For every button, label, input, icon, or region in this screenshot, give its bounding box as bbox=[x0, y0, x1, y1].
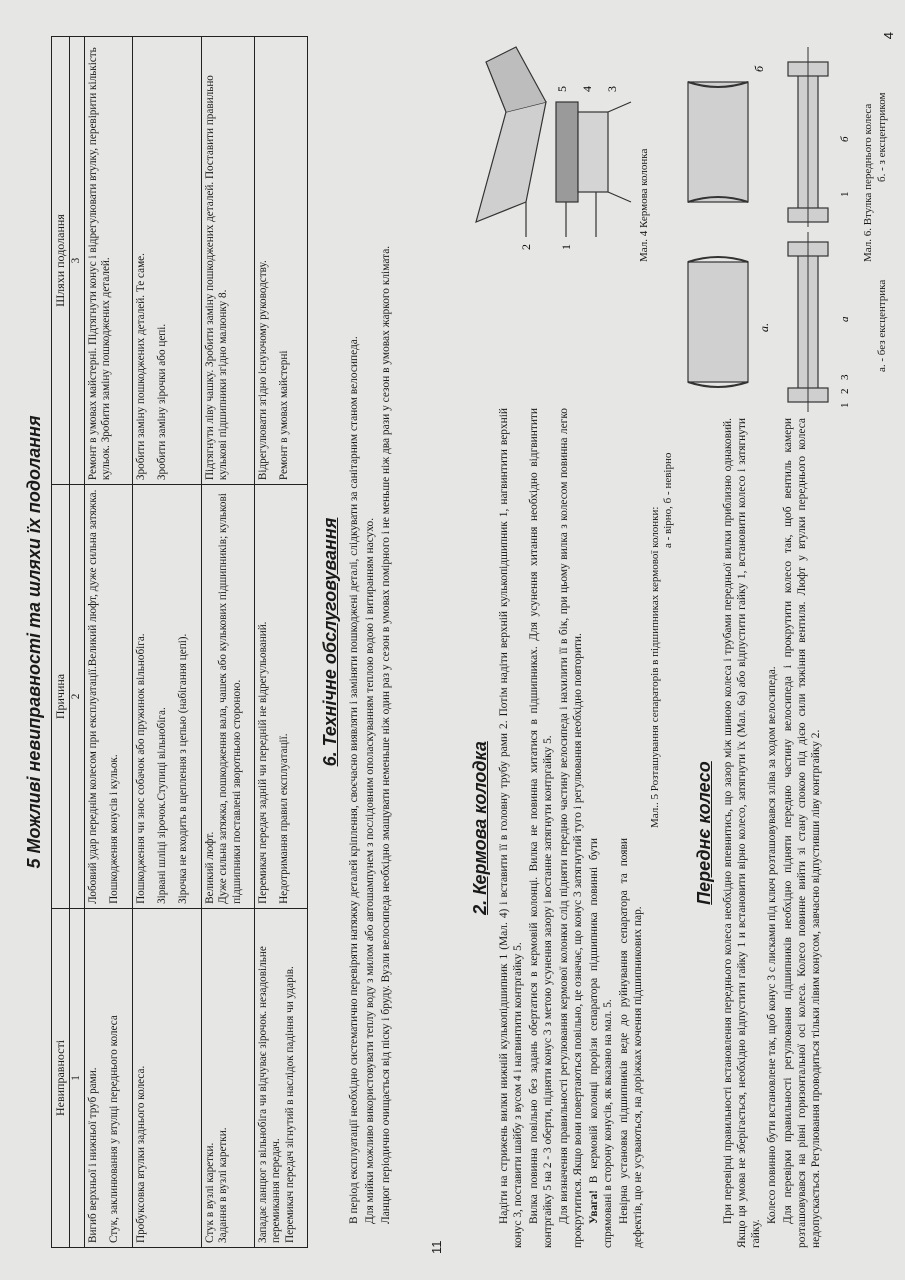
fault-text: Западає ланцюг з вільнобіга чи відчуває зірочок. незадовільне перемикання передач. bbox=[257, 946, 283, 1243]
left-page bbox=[8, 22, 448, 1262]
fig6-label-b: б bbox=[839, 136, 851, 142]
warning-label: Увага! bbox=[588, 1190, 600, 1224]
front-wheel-paragraph: Для перевірки правильності регулювання підшипників необхідно підняти передню частину велосипеда і прокрутити колесо так, щоб вентиль камери розташовувався на рівні горизонтальної осі колеса. Колесо повинне вийти зі стану спокою під дією сили тяжіння вентиля. Люфт у втулки переднього колеса недопускається. Регулювання проводиться тільки лівим конусом, завчасно відпустивши ліву контргайку 2. bbox=[782, 418, 822, 1248]
cause-text: Перемикач передач задній чи передній не відрегульований. bbox=[257, 621, 270, 904]
faults-table bbox=[51, 36, 308, 1248]
fix-text: Ремонт в умовах майстерні bbox=[278, 350, 291, 481]
cause-cell bbox=[255, 485, 308, 909]
fig5-caption: Мал.. 5 Розташування сепараторів в підшипниках кермової колонки: bbox=[649, 506, 661, 828]
fig6-label-3: 3 bbox=[839, 374, 851, 380]
fix-text: Ремонт в умовах майстерні. Підтягнути конус і відрегулювати втулку, перевірити кількість кульок. Зробити заміну пошкоджених деталей. bbox=[86, 47, 113, 481]
fig6-drawing bbox=[758, 32, 868, 412]
fault-cell bbox=[255, 908, 308, 1247]
front-wheel-paragraph: Колесо повинно бути встановлене так, щоб конус 3 с лисками під ключ розташовувався зліва за ходом велосипеда. bbox=[766, 666, 778, 1224]
steering-paragraph: Вилка повинна повільно без задань обертатися в кермовій колонці. Вилка не повинна хитатися в підшипниках. Для усунення хитання необхідно відгвинтити контргайку 5 на 2 - 3 оберти, підняти конус 3 з метою усунення зазору і востанне затягнути контргайку 5. bbox=[528, 408, 554, 1248]
table-row bbox=[84, 37, 132, 1248]
fault-text: Перемикач передач зігнутий в наслідок падіння чи ударів. bbox=[283, 966, 296, 1243]
fault-cell bbox=[201, 908, 254, 1247]
fault-text: Задання в вузлі каретки. bbox=[217, 1127, 230, 1243]
fault-text: Пробуксовка втулки заднього колеса. bbox=[134, 1065, 147, 1243]
table-row bbox=[201, 37, 254, 1248]
steering-paragraph: Для визначення правильності регулювання кермової колонки слід підняти передню частину велосипеда і нахилити її в бік, при цьому вилка з колесом повинна легко прокрутитися. Якщо вони повертаються повільно, це означає, що конус 3 затягнутий туго і регулювання необхідно повторити. bbox=[558, 408, 584, 1248]
fig6-label-1b: 1 bbox=[839, 191, 851, 197]
cause-text: Зірвані шліці зірочок.Ступиці вільнобіга. bbox=[156, 707, 169, 904]
cause-text: Дуже сильна затяжка, пошкодження вала, чашек або кулькових підшипників; кулькові підшипники поставлені зворотньою стороною. bbox=[217, 493, 243, 904]
fault-cell bbox=[84, 908, 132, 1247]
section6-title: 6. Технічне обслуговування bbox=[320, 517, 341, 767]
fig4-label-2: 2 bbox=[519, 244, 533, 250]
table-row bbox=[255, 37, 308, 1248]
maintenance-paragraph: Для мийки можливо використовувати теплу воду з милом або автошампунем з послідовним ополаскуванням теплою водою і витиранням насухо. bbox=[364, 517, 377, 1224]
fix-cell bbox=[255, 37, 308, 485]
steering-paragraph: Надіти на стрижень вилки нижній кулькопідшипник 1 (Мал. 4) і вставити її в головну трубу рами 2. Потім надіти верхній кулькопідшипник 1, нагвинтити верхній конус 3, поставити шайбу з вусом 4 і нагвинтити контргайку 5. bbox=[498, 408, 524, 1248]
fig6-caption-b: б. - з ексцентриком bbox=[876, 92, 888, 182]
cause-text: Пошкодження конусів і кульок. bbox=[108, 754, 121, 904]
cause-cell bbox=[84, 485, 132, 909]
fig6-caption-a: а. - без ексцентрика bbox=[876, 279, 888, 372]
fig6-label-a: а bbox=[839, 316, 851, 322]
fix-text: Зробити заміну пошкоджених деталей. Те саме. bbox=[134, 253, 147, 481]
fix-text: Відрегулювати згідно існуючому руководству. bbox=[257, 260, 270, 481]
header-cause: Причина bbox=[52, 485, 70, 909]
maintenance-paragraph: В період експлуатації необхідно систематично перевіряти натяжку деталей кріплення, своєчасно виявляти і заміняти пошкоджені деталі, слідкувати за санітарним станом велосипеда. bbox=[348, 336, 361, 1224]
table-row bbox=[132, 37, 201, 1248]
fault-cell bbox=[132, 908, 201, 1247]
fig5-label-b: б bbox=[752, 65, 766, 72]
fig6-caption: Мал. 6. Втулка переднього колеса bbox=[862, 103, 874, 262]
section2-title: 2. Кермова колодка bbox=[470, 741, 490, 915]
page-number-right: 4 bbox=[881, 32, 896, 40]
incorrect-install-paragraph: Невірна установка підшипників веде до руйнування сепаратора та появи дефектів, що не усуваються, на доріжках кочення підшипникових пар. bbox=[618, 838, 644, 1248]
col-num-2: 2 bbox=[70, 485, 84, 909]
page-number-left: 11 bbox=[429, 1240, 444, 1254]
header-faults: Невиправності bbox=[52, 908, 70, 1247]
col-num-3: 3 bbox=[70, 37, 84, 485]
fig4-label-4: 4 bbox=[580, 86, 594, 92]
fig5-label-a: а. bbox=[757, 323, 771, 332]
section5-title: 5 Можливі невиправності та шляхи їх подолання bbox=[24, 415, 44, 869]
col-num-1: 1 bbox=[70, 908, 84, 1247]
cause-text: Лобовий удар переднім колесом при експлуатації.Великий люфт, дуже сильна затяжка. bbox=[86, 489, 99, 904]
header-fix: Шляхи подолання bbox=[52, 37, 70, 485]
cause-cell bbox=[132, 485, 201, 909]
fig4-drawing bbox=[466, 32, 636, 262]
cause-text: Зірочка не входить в щеплення з цепью (набігання цепі). bbox=[177, 633, 190, 904]
fig4-caption: Мал. 4 Кермова колонка bbox=[638, 148, 650, 262]
cause-cell bbox=[201, 485, 254, 909]
fix-text: Зробити заміну зірочки або цепі. bbox=[156, 323, 169, 481]
maintenance-paragraph: Ланцюг періодично очищається від піску і бруду. Вузли велосипеда необхідно змащувати неменьше ніж один раз у сезон в умовах помірного і не меньше ніж два рази у сезон в умовах жаркого клімата. bbox=[380, 245, 393, 1224]
warning-text: В кермовій колонці прорізи сепаратора підшипника повинні бути спрямовані в сторону конусів, як вказано на мал. 5. bbox=[588, 838, 614, 1248]
cause-text: Пошкодження чи знос собачок або пружинок вільнобіга. bbox=[134, 633, 147, 904]
fig6-front-hub bbox=[758, 32, 893, 412]
fig4-label-3: 3 bbox=[605, 86, 619, 92]
fig5-separators bbox=[663, 42, 773, 402]
fix-cell bbox=[84, 37, 132, 485]
fault-text: Стук в вузлі каретки. bbox=[203, 1142, 216, 1243]
fig5-drawing bbox=[663, 42, 773, 402]
warning-paragraph bbox=[587, 838, 615, 1248]
right-page bbox=[458, 22, 898, 1262]
fault-text: Стук, заклинювання у втулці переднього колеса bbox=[108, 1015, 121, 1243]
fig6-label-1: 1 bbox=[839, 402, 851, 408]
fix-text: Підтягнути ліву чашку. Зробити заміну пошкоджених деталей. Поставити правильно кулькові підшипники згідно малюнку 8. bbox=[203, 75, 230, 481]
fig4-steering-column bbox=[466, 32, 650, 262]
fig5-caption-sub: а - вірно, б - невірно bbox=[662, 452, 674, 548]
fig4-label-5: 5 bbox=[555, 86, 569, 92]
fix-cell bbox=[201, 37, 254, 485]
cause-text: Великий люфт. bbox=[203, 831, 216, 904]
fault-text: Вигиб верхньої і нижньої труб рами. bbox=[86, 1067, 99, 1243]
fix-cell bbox=[132, 37, 201, 485]
fig4-label-1: 1 bbox=[559, 244, 573, 250]
cause-text: Недотримання правил експлуатації. bbox=[278, 733, 291, 904]
front-wheel-title: Переднє колесо bbox=[694, 761, 714, 905]
front-wheel-paragraph: При перевірці правильності встановлення переднього колеса необхідно впевнитись, що зазор між шиною колеса і трубами передньої вилки приблизно однаковий. Якщо ця умова не зберігається, необхідно відпустити гайку 1 и встановити вірно колесо, затягнути їх (Мал. 6а) або відпустити гайку 1, встановити колесо і затягнути гайку. bbox=[722, 418, 762, 1248]
fig6-label-2: 2 bbox=[839, 388, 851, 394]
